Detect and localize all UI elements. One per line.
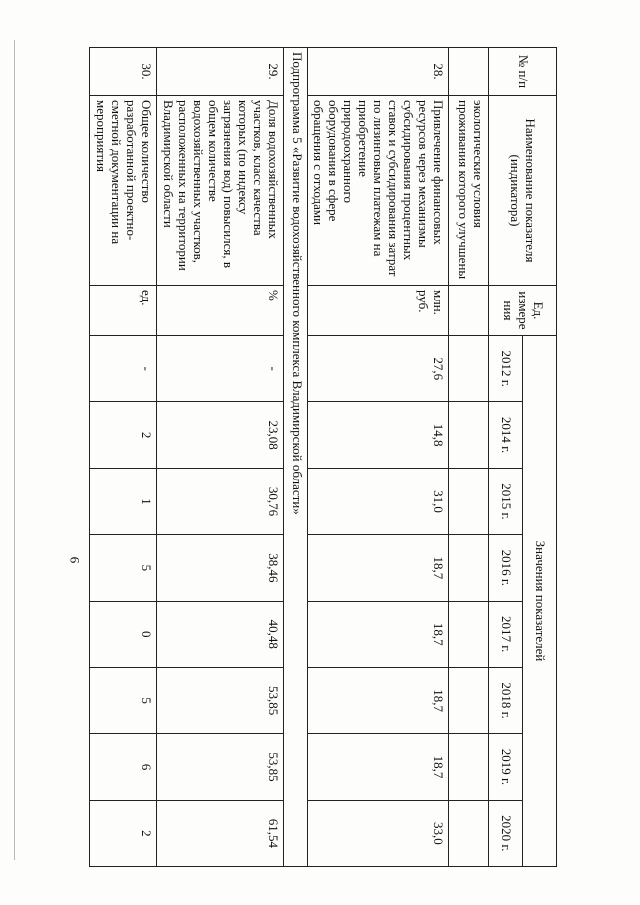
indicator-table xyxy=(89,47,557,867)
row-value: 40,48 xyxy=(157,601,284,667)
row-value: - xyxy=(157,336,284,402)
table-row xyxy=(90,48,157,867)
header-num: № п/п xyxy=(489,48,557,96)
indicator-table-sheet xyxy=(94,47,557,867)
header-name: Наименование показателя (индикатора) xyxy=(489,96,557,286)
row-value: 38,46 xyxy=(157,535,284,601)
row-value xyxy=(449,800,489,866)
table-row xyxy=(307,48,448,867)
header-year: 2016 г. xyxy=(489,535,523,601)
row-value: 14,8 xyxy=(307,402,448,468)
row-value: 5 xyxy=(90,535,157,601)
row-value: 0 xyxy=(90,601,157,667)
row-num: 30. xyxy=(90,48,157,96)
row-num: 29. xyxy=(157,48,284,96)
table-row xyxy=(449,48,489,867)
row-value: 5 xyxy=(90,667,157,733)
row-value: 61,54 xyxy=(157,800,284,866)
header-year: 2015 г. xyxy=(489,468,523,534)
row-value xyxy=(449,667,489,733)
header-year: 2012 г. xyxy=(489,336,523,402)
row-value: 18,7 xyxy=(307,734,448,800)
row-value: 1 xyxy=(90,468,157,534)
row-value xyxy=(449,468,489,534)
row-value: 18,7 xyxy=(307,601,448,667)
row-value: 27,6 xyxy=(307,336,448,402)
page-number: 9 xyxy=(67,556,82,564)
row-unit xyxy=(449,286,489,336)
header-year: 2020 г. xyxy=(489,800,523,866)
subprogram-row xyxy=(283,48,307,867)
row-value xyxy=(449,601,489,667)
row-value: 23,08 xyxy=(157,402,284,468)
header-unit: Ед. измере ния xyxy=(489,286,557,336)
row-value: 53,85 xyxy=(157,734,284,800)
header-year: 2018 г. xyxy=(489,667,523,733)
row-value: 53,85 xyxy=(157,667,284,733)
header-year: 2019 г. xyxy=(489,734,523,800)
row-value: 31,0 xyxy=(307,468,448,534)
row-name: Привлечение финансовых ресурсов через механизмы субсидирования процентных ставок и субсидирования затрат по лизинговым платежам на приобретение природоохранного оборудования в сфере обращения с отходами xyxy=(307,96,448,286)
row-value: 33,0 xyxy=(307,800,448,866)
row-name: экологические условия проживания которого улучшены xyxy=(449,96,489,286)
row-value: 30,76 xyxy=(157,468,284,534)
row-value xyxy=(449,734,489,800)
row-value xyxy=(449,336,489,402)
row-unit: % xyxy=(157,286,284,336)
row-value: 6 xyxy=(90,734,157,800)
row-value xyxy=(449,535,489,601)
row-unit: млн. руб. xyxy=(307,286,448,336)
row-num xyxy=(449,48,489,96)
row-value: 2 xyxy=(90,402,157,468)
row-value: 2 xyxy=(90,800,157,866)
row-value: - xyxy=(90,336,157,402)
row-name: Общее количество разработанной проектно-сметной документации на мероприятия xyxy=(90,96,157,286)
row-name: Доля водохозяйственных участков, класс качества которых (по индексу загрязнения вод) повысился, в общем количестве водохозяйственных участков, расположенных на территории Владимирской области xyxy=(157,96,284,286)
row-value: 18,7 xyxy=(307,667,448,733)
row-unit: ед. xyxy=(90,286,157,336)
subprogram-title: Подпрограмма 5 «Развитие водохозяйственного комплекса Владимирской области» xyxy=(283,48,307,867)
scan-edge-line xyxy=(14,40,15,860)
header-year: 2017 г. xyxy=(489,601,523,667)
row-value xyxy=(449,402,489,468)
header-year: 2014 г. xyxy=(489,402,523,468)
row-num: 28. xyxy=(307,48,448,96)
row-value: 18,7 xyxy=(307,535,448,601)
table-row xyxy=(157,48,284,867)
header-values-title: Значения показателей xyxy=(523,336,557,867)
